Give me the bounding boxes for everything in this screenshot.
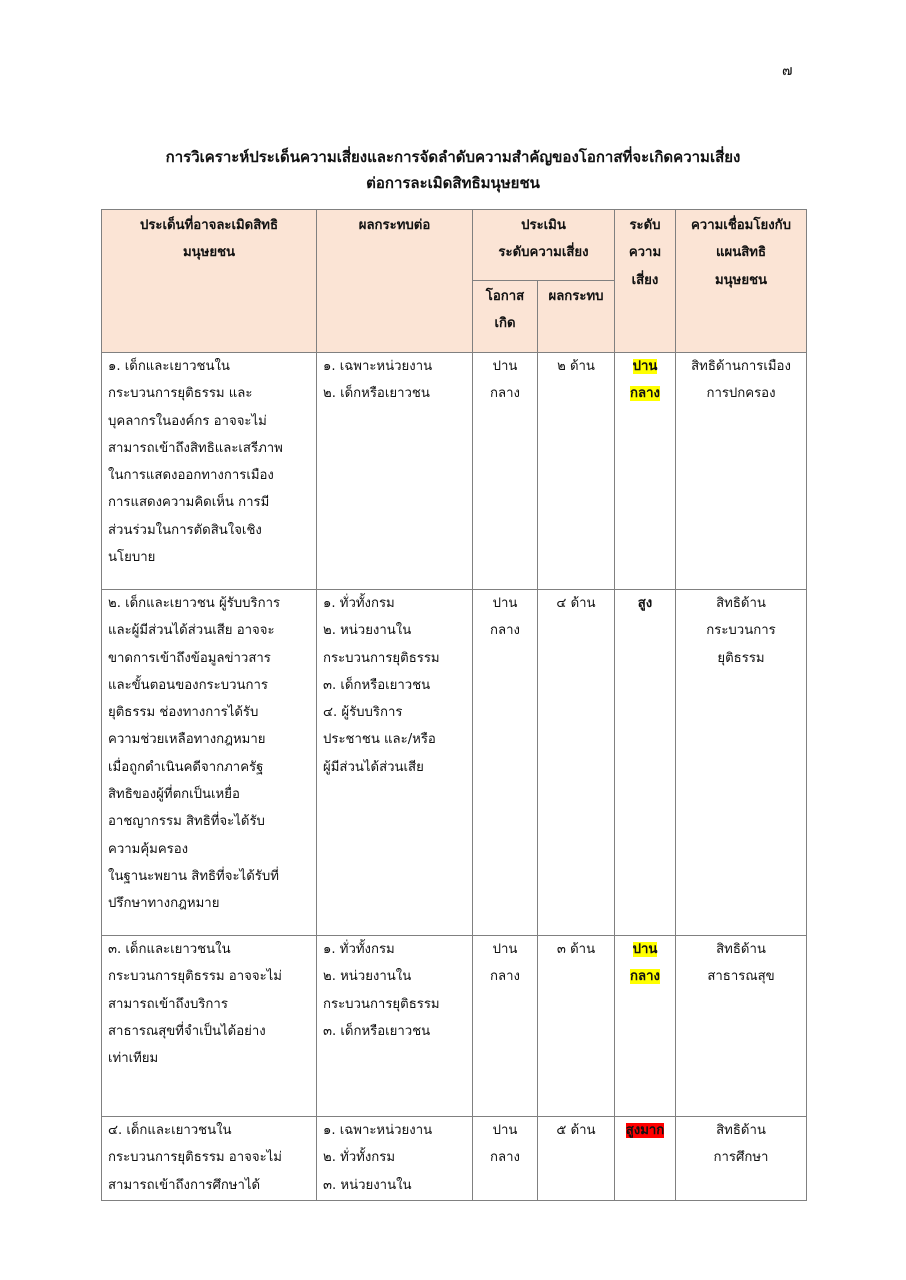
issue-cell: ๔. เด็กและเยาวชนใน กระบวนการยุติธรรม อาจจะไม่ สามารถเข้าถึงการศึกษาได้ — [102, 1117, 317, 1201]
header-assessment: ประเมิน ระดับความเสี่ยง — [473, 210, 615, 281]
document-title — [0, 144, 906, 196]
header-impact: ผลกระทบต่อ — [317, 210, 473, 353]
risk-analysis-table — [101, 209, 807, 1201]
table-row — [102, 1117, 807, 1201]
header-likelihood: โอกาส เกิด — [473, 281, 538, 353]
issue-cell: ๓. เด็กและเยาวชนใน กระบวนการยุติธรรม อาจจะไม่ สามารถเข้าถึงบริการ สาธารณสุขที่จำเป็นได้อย่าง เท่าเทียม — [102, 936, 317, 1117]
page-number: ๗ — [782, 63, 793, 79]
header-consequence: ผลกระทบ — [538, 281, 615, 353]
issue-cell: ๒. เด็กและเยาวชน ผู้รับบริการ และผู้มีส่วนได้ส่วนเสีย อาจจะ ขาดการเข้าถึงข้อมูลข่าวสาร และขั้นตอนของกระบวนการ ยุติธรรม ช่องทางการได้รับ ความช่วยเหลือทางกฎหมาย เมื่อถูกดำเนินคดีจากภาครัฐ สิทธิของผู้ที่ตกเป็นเหยื่อ อาชญากรรม สิทธิที่จะได้รับ ความคุ้มครอง ในฐานะพยาน สิทธิที่จะได้รับที่ ปรึกษาทางกฎหมาย — [102, 590, 317, 936]
impact-cell: ๑. ทั่วทั้งกรม ๒. หน่วยงานใน กระบวนการยุติธรรม ๓. เด็กหรือเยาวชน — [317, 936, 473, 1117]
consequence-cell: ๒ ด้าน — [538, 353, 615, 590]
risk-level-cell — [615, 1117, 676, 1201]
header-issue: ประเด็นที่อาจละเมิดสิทธิ มนุษยชน — [102, 210, 317, 353]
likelihood-cell: ปาน กลาง — [473, 590, 538, 936]
link-cell: สิทธิด้านการเมือง การปกครอง — [676, 353, 807, 590]
risk-level-badge: สูงมาก — [625, 1123, 665, 1138]
title-line-1: การวิเคราะห์ประเด็นความเสี่ยงและการจัดลำดับความสำคัญของโอกาสที่จะเกิดความเสี่ยง — [165, 148, 741, 166]
table-row — [102, 936, 807, 1117]
consequence-cell: ๔ ด้าน — [538, 590, 615, 936]
title-line-2: ต่อการละเมิดสิทธิมนุษยชน — [366, 174, 540, 192]
header-risk-level: ระดับ ความ เสี่ยง — [615, 210, 676, 353]
risk-level-badge: สูง — [637, 596, 653, 611]
risk-level-badge: ปาน — [632, 942, 658, 957]
risk-level-badge: ปาน — [632, 359, 658, 374]
issue-cell: ๑. เด็กและเยาวชนใน กระบวนการยุติธรรม และ บุคลากรในองค์กร อาจจะไม่ สามารถเข้าถึงสิทธิและเสรีภาพ ในการแสดงออกทางการเมือง การแสดงความคิดเห็น การมี ส่วนร่วมในการตัดสินใจเชิง นโยบาย — [102, 353, 317, 590]
risk-level-cell — [615, 590, 676, 936]
likelihood-cell: ปาน กลาง — [473, 1117, 538, 1201]
likelihood-cell: ปาน กลาง — [473, 936, 538, 1117]
table-row — [102, 590, 807, 936]
risk-level-cell — [615, 353, 676, 590]
consequence-cell: ๓ ด้าน — [538, 936, 615, 1117]
impact-cell: ๑. เฉพาะหน่วยงาน ๒. ทั่วทั้งกรม ๓. หน่วยงานใน — [317, 1117, 473, 1201]
impact-cell: ๑. เฉพาะหน่วยงาน ๒. เด็กหรือเยาวชน — [317, 353, 473, 590]
likelihood-cell: ปาน กลาง — [473, 353, 538, 590]
risk-level-badge: กลาง — [630, 969, 660, 985]
risk-level-badge: กลาง — [630, 386, 660, 402]
link-cell: สิทธิด้าน การศึกษา — [676, 1117, 807, 1201]
risk-level-cell — [615, 936, 676, 1117]
consequence-cell: ๕ ด้าน — [538, 1117, 615, 1201]
header-link: ความเชื่อมโยงกับ แผนสิทธิ มนุษยชน — [676, 210, 807, 353]
link-cell: สิทธิด้าน กระบวนการ ยุติธรรม — [676, 590, 807, 936]
impact-cell: ๑. ทั่วทั้งกรม ๒. หน่วยงานใน กระบวนการยุติธรรม ๓. เด็กหรือเยาวชน ๔. ผู้รับบริการ ประชาชน และ/หรือ ผู้มีส่วนได้ส่วนเสีย — [317, 590, 473, 936]
link-cell: สิทธิด้าน สาธารณสุข — [676, 936, 807, 1117]
table-row — [102, 353, 807, 590]
